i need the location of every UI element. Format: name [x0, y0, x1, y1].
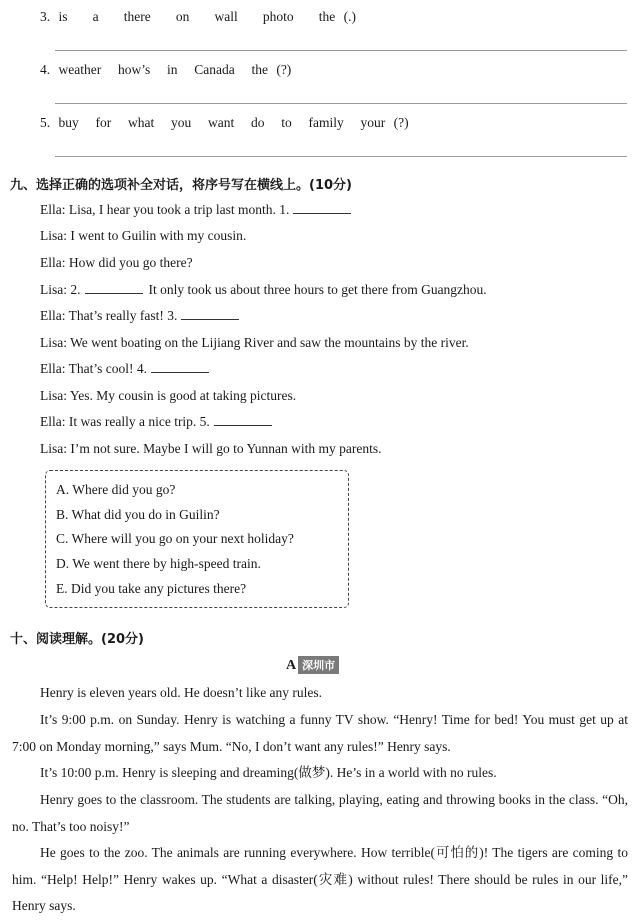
answer-blank-1[interactable] — [293, 203, 351, 214]
option-a: A. Where did you go? — [56, 482, 176, 497]
dialogue-line: Ella: How did you go there? — [40, 255, 193, 270]
option-b: B. What did you do in Guilin? — [56, 507, 220, 522]
question-words: weather how’s in Canada the (?) — [58, 62, 292, 77]
answer-line[interactable] — [55, 50, 627, 51]
dialogue-line: Lisa: 2. It only took us about three hours to get there from Guangzhou. — [40, 282, 487, 297]
dialogue-line: Lisa: We went boating on the Lijiang River and saw the mountains by the river. — [40, 335, 469, 350]
dialogue-line: Lisa: Yes. My cousin is good at taking pictures. — [40, 388, 297, 403]
section-10-heading: 十、阅读理解。(20分) — [10, 632, 144, 647]
paragraph: It’s 10:00 p.m. Henry is sleeping and dreaming(做梦). He’s in a world with no rules. — [40, 765, 497, 780]
question-words: is a there on wall photo the (.) — [58, 9, 356, 24]
option-d: D. We went there by high-speed train. — [56, 556, 261, 571]
answer-line[interactable] — [55, 156, 627, 157]
dialogue-line: Lisa: I’m not sure. Maybe I will go to Yunnan with my parents. — [40, 441, 382, 456]
dialogue-line: Lisa: I went to Guilin with my cousin. — [40, 228, 247, 243]
question-item-5 — [40, 115, 409, 131]
paragraph: It’s 9:00 p.m. on Sunday. Henry is watching a funny TV show. “Henry! Time for bed! You must get up at 7:00 on Monday morning,” says Mum. “No, I don’t want any rules!” Henry says. — [12, 712, 628, 754]
answer-blank-5[interactable] — [214, 415, 272, 426]
answer-blank-4[interactable] — [151, 362, 209, 373]
paragraph: Henry goes to the classroom. The students are talking, playing, eating and throwing books in the class. “Oh, no. That’s too noisy!” — [12, 792, 628, 834]
question-item-4 — [40, 62, 291, 78]
answer-blank-3[interactable] — [181, 309, 239, 320]
paragraph: He goes to the zoo. The animals are running everywhere. How terrible(可怕的)! The tigers are coming to him. “Help! Help!” Henry wakes up. “What a disaster(灾难) without rules! There should be rules in our life,” Henry says. — [12, 845, 628, 913]
passage-title — [286, 656, 339, 674]
dialogue-line: Ella: It was really a nice trip. 5. — [40, 414, 272, 430]
dialogue-line: Ella: That’s really fast! 3. — [40, 308, 239, 324]
dialogue-line: Ella: Lisa, I hear you took a trip last month. 1. — [40, 202, 351, 218]
dialogue-line: Ella: That’s cool! 4. — [40, 361, 209, 377]
question-item-3 — [40, 9, 356, 25]
passage-letter: A — [286, 658, 297, 673]
paragraph: Henry is eleven years old. He doesn’t like any rules. — [40, 685, 323, 700]
option-c: C. Where will you go on your next holiday? — [56, 531, 294, 546]
option-e: E. Did you take any pictures there? — [56, 581, 247, 596]
answer-line[interactable] — [55, 103, 627, 104]
question-number: 3. — [40, 9, 51, 24]
answer-blank-2[interactable] — [85, 283, 143, 294]
region-tag: 深圳市 — [298, 656, 339, 674]
question-number: 4. — [40, 62, 51, 77]
section-9-heading: 九、选择正确的选项补全对话，将序号写在横线上。(10分) — [10, 178, 352, 193]
question-number: 5. — [40, 115, 51, 130]
question-words: buy for what you want do to family your (?) — [58, 115, 409, 130]
